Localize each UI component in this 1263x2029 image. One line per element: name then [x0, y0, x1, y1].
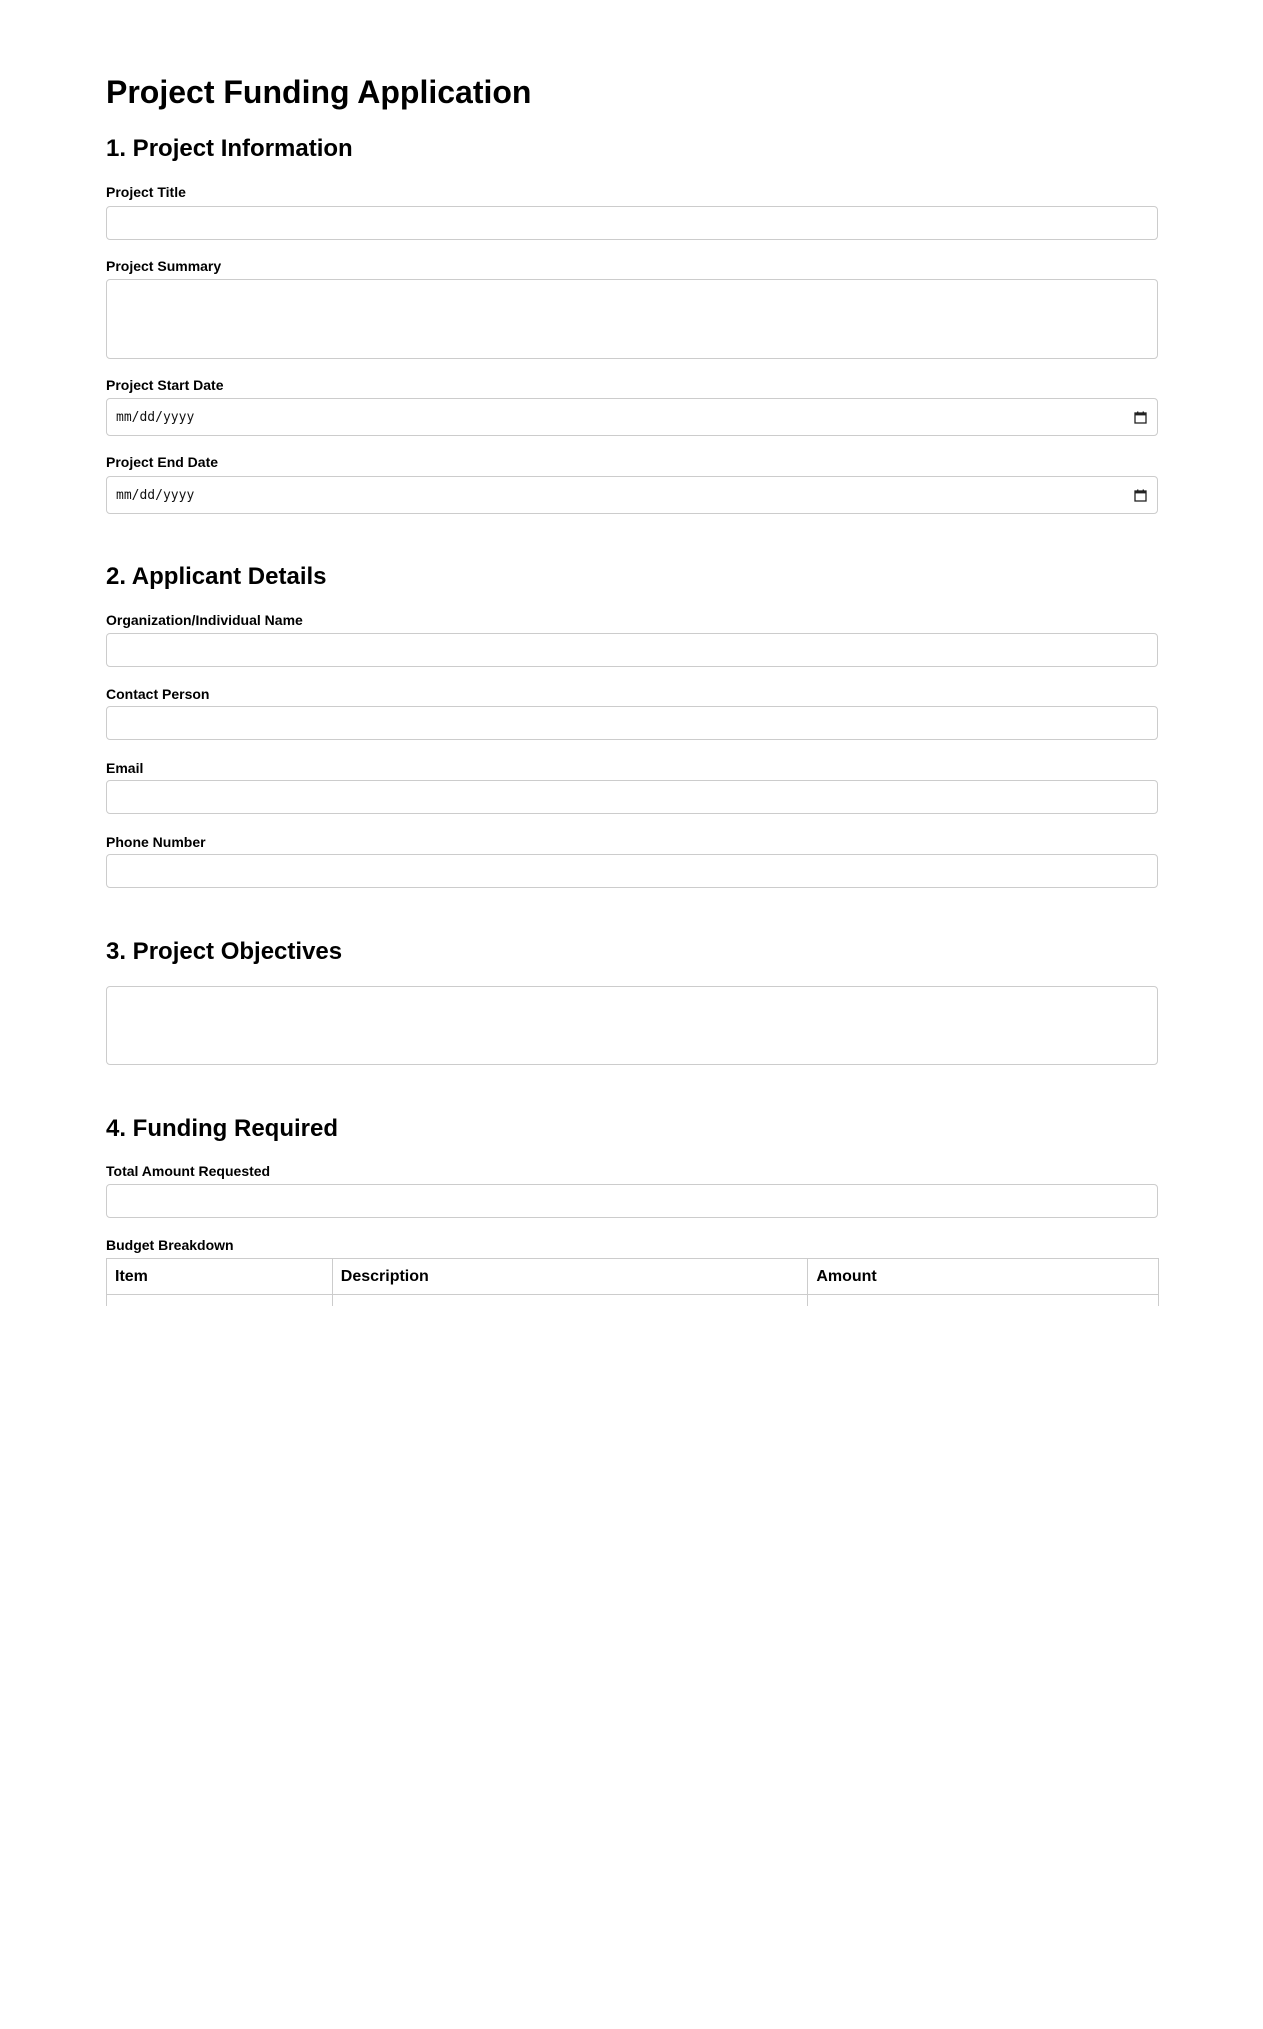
- contact-person-input[interactable]: [106, 706, 1158, 740]
- budget-cell-item[interactable]: [107, 1295, 333, 1307]
- email-input[interactable]: [106, 780, 1158, 814]
- project-end-date-label: Project End Date: [106, 454, 219, 470]
- section-heading-applicant-details: 2. Applicant Details: [106, 563, 327, 590]
- section-heading-funding-required: 4. Funding Required: [106, 1115, 338, 1142]
- section-heading-project-objectives: 3. Project Objectives: [106, 938, 343, 965]
- table-row: [107, 1295, 1159, 1307]
- project-objectives-textarea[interactable]: [106, 986, 1158, 1065]
- project-title-label: Project Title: [106, 184, 186, 200]
- project-end-date-input[interactable]: [106, 476, 1158, 514]
- start-date-placeholder: mm/dd/yyyy: [116, 409, 195, 425]
- project-summary-textarea[interactable]: [106, 279, 1158, 359]
- contact-person-label: Contact Person: [106, 686, 210, 702]
- email-label: Email: [106, 760, 144, 776]
- calendar-icon[interactable]: [1134, 489, 1147, 502]
- column-header-item: Item: [107, 1259, 333, 1295]
- section-heading-project-information: 1. Project Information: [106, 135, 353, 162]
- column-header-description: Description: [332, 1259, 808, 1295]
- column-header-amount: Amount: [808, 1259, 1159, 1295]
- project-start-date-input[interactable]: [106, 398, 1158, 436]
- calendar-icon[interactable]: [1134, 411, 1147, 424]
- budget-cell-amount[interactable]: [808, 1295, 1159, 1307]
- org-name-input[interactable]: [106, 633, 1158, 667]
- phone-number-label: Phone Number: [106, 834, 206, 850]
- project-start-date-label: Project Start Date: [106, 377, 224, 393]
- page-title: Project Funding Application: [106, 74, 532, 110]
- org-name-label: Organization/Individual Name: [106, 612, 303, 628]
- budget-table-container: [106, 1258, 1160, 1306]
- budget-table-header-row: [107, 1259, 1159, 1295]
- project-title-input[interactable]: [106, 206, 1158, 240]
- total-amount-input[interactable]: [106, 1184, 1158, 1218]
- budget-table: [106, 1258, 1159, 1306]
- project-summary-label: Project Summary: [106, 258, 222, 274]
- phone-number-input[interactable]: [106, 854, 1158, 888]
- total-amount-label: Total Amount Requested: [106, 1163, 271, 1179]
- budget-breakdown-label: Budget Breakdown: [106, 1237, 234, 1253]
- budget-cell-description[interactable]: [332, 1295, 808, 1307]
- end-date-placeholder: mm/dd/yyyy: [116, 487, 195, 503]
